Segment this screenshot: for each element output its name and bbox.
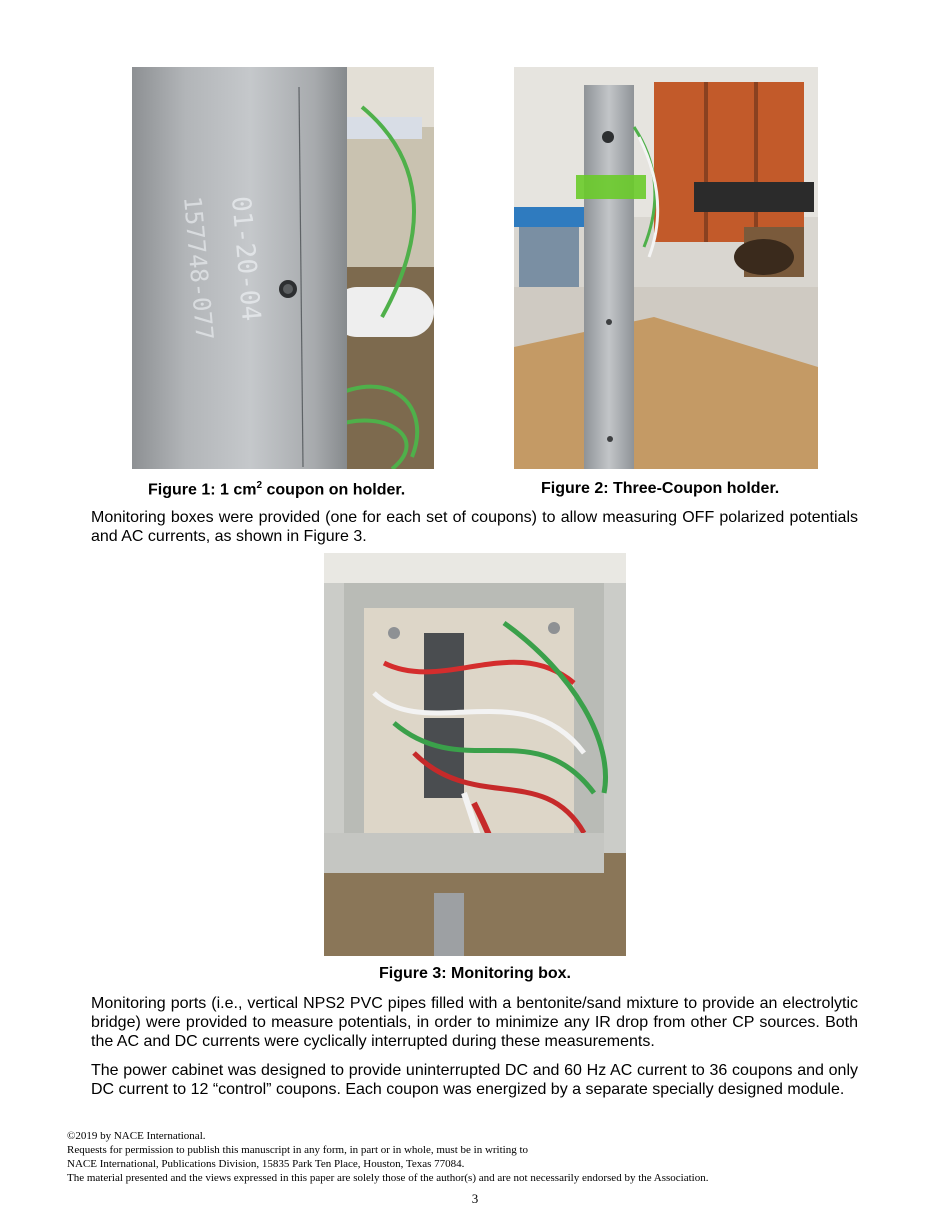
figure-1-caption: [148, 480, 405, 499]
page-number: 3: [471, 1191, 479, 1206]
footer-line: NACE International, Publications Division, 15835 Park Ten Place, Houston, Texas 77084.: [67, 1158, 465, 1170]
figure-1-photo: [132, 67, 434, 469]
footer-line: The material presented and the views expressed in this paper are solely those of the author(s) and are not necessarily endorsed by the Association.: [67, 1172, 709, 1184]
figure-1-caption-superscript: 2: [256, 480, 263, 491]
footer-line: ©2019 by NACE International.: [67, 1130, 206, 1142]
footer-line: Requests for permission to publish this manuscript in any form, in part or in whole, must be in writing to: [67, 1144, 529, 1156]
figure-1-caption-suffix: coupon on holder.: [262, 481, 406, 499]
paragraph-monitoring-boxes: Monitoring boxes were provided (one for each set of coupons) to allow measuring OFF polarized potentials and AC currents, as shown in Figure 3.: [91, 509, 858, 545]
photo-marking-1: 01-20-04: [225, 194, 266, 323]
figure-3-caption: Figure 3: Monitoring box.: [379, 965, 571, 982]
paragraph-monitoring-ports: Monitoring ports (i.e., vertical NPS2 PVC pipes filled with a bentonite/sand mixture to provide an electrolytic bridge) were provided to measure potentials, in order to minimize any IR drop from other CP sources. Both the AC and DC currents were cyclically interrupted during these measurements.: [91, 995, 858, 1050]
photo-marking-2: 157748-077: [178, 195, 219, 342]
copyright-footer: [67, 1129, 708, 1185]
figure-3-photo: [324, 553, 626, 956]
figure-2-photo: [514, 67, 818, 469]
figure-1-caption-prefix: Figure 1: 1 cm: [148, 481, 257, 499]
figure-2-caption: Figure 2: Three-Coupon holder.: [541, 480, 780, 497]
paragraph-power-cabinet: The power cabinet was designed to provide uninterrupted DC and 60 Hz AC current to 36 coupons and only DC current to 12 “control” coupons. Each coupon was energized by a separate specially designed module.: [91, 1062, 858, 1098]
